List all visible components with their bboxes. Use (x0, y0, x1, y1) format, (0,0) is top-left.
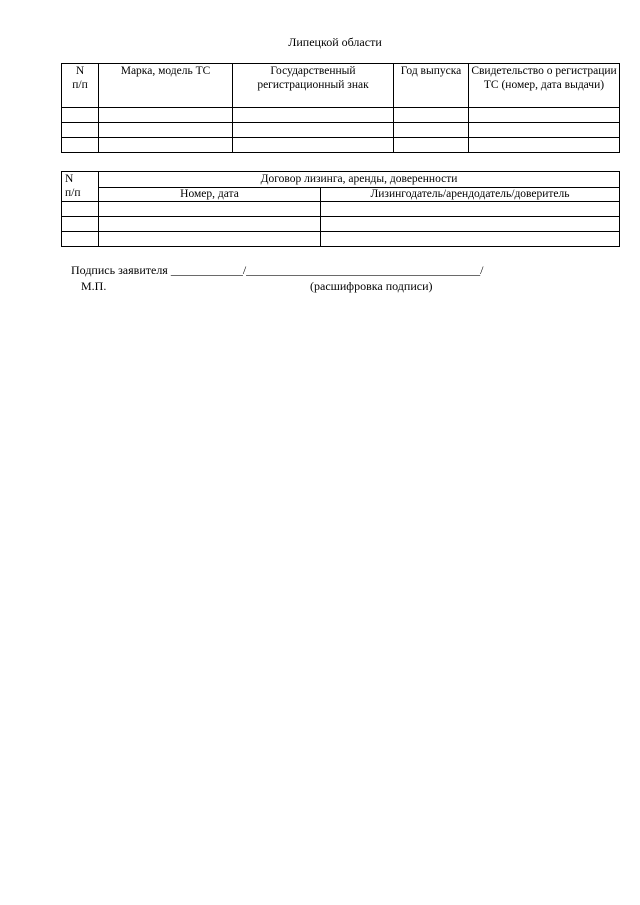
col-header-number-date: Номер, дата (99, 188, 321, 202)
table-cell[interactable] (233, 123, 394, 138)
table-cell[interactable] (99, 108, 233, 123)
table-cell[interactable] (469, 108, 620, 123)
table-cell[interactable] (321, 232, 620, 247)
table-row (62, 108, 620, 123)
region-title: Липецкой области (288, 35, 382, 49)
col-header-plate: Государственный регистрационный знак (233, 64, 394, 108)
table-cell[interactable] (99, 217, 321, 232)
table-row (62, 138, 620, 153)
table-cell[interactable] (99, 232, 321, 247)
table-row (62, 217, 620, 232)
signature-decode-label: (расшифровка подписи) (310, 279, 433, 293)
col-header-number: N п/п (62, 172, 99, 202)
lease-table-header (62, 172, 620, 188)
table-cell[interactable] (99, 138, 233, 153)
table-cell[interactable] (394, 108, 469, 123)
table-cell[interactable] (469, 123, 620, 138)
table-cell[interactable] (62, 138, 99, 153)
table-cell[interactable] (233, 108, 394, 123)
col-header-number: N п/п (62, 64, 99, 108)
table-cell[interactable] (321, 217, 620, 232)
table-cell[interactable] (233, 138, 394, 153)
vehicles-table (61, 63, 620, 153)
col-header-registration-certificate: Свидетельство о регистрации ТС (номер, дата выдачи) (469, 64, 620, 108)
table-row (62, 123, 620, 138)
vehicles-table-header (62, 64, 620, 108)
lease-table (61, 171, 620, 247)
table-cell[interactable] (62, 232, 99, 247)
table-cell[interactable] (62, 217, 99, 232)
table-row (62, 232, 620, 247)
table-cell[interactable] (62, 202, 99, 217)
signature-line: Подпись заявителя ____________/_______________________________________/ (71, 263, 484, 277)
lease-table-subheader (62, 188, 620, 202)
col-header-year: Год выпуска (394, 64, 469, 108)
col-header-lessor: Лизингодатель/арендодатель/доверитель (321, 188, 620, 202)
col-header-make-model: Марка, модель ТС (99, 64, 233, 108)
stamp-label: М.П. (81, 279, 107, 293)
table-cell[interactable] (99, 123, 233, 138)
table-cell[interactable] (62, 108, 99, 123)
table-cell[interactable] (394, 138, 469, 153)
col-header-contract-group: Договор лизинга, аренды, доверенности (99, 172, 620, 188)
table-cell[interactable] (62, 123, 99, 138)
table-row (62, 202, 620, 217)
table-cell[interactable] (469, 138, 620, 153)
table-cell[interactable] (99, 202, 321, 217)
table-cell[interactable] (321, 202, 620, 217)
table-cell[interactable] (394, 123, 469, 138)
